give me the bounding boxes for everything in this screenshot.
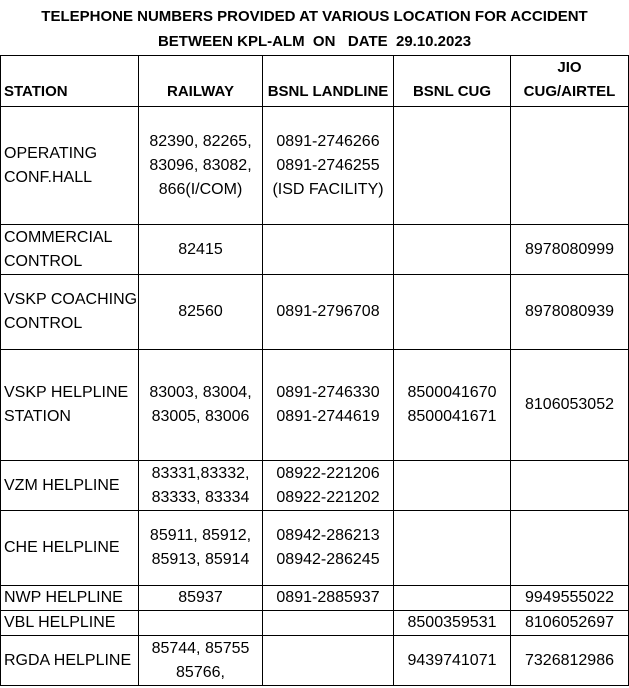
bsnl-landline-cell — [263, 511, 394, 586]
header-bsnl-cug: BSNL CUG — [394, 56, 511, 107]
station-cell — [1, 107, 139, 225]
bsnl-landline-cell-line: 08942-286245 — [276, 551, 380, 568]
railway-cell-line: 85911, 85912, — [149, 527, 252, 544]
header-jio-line-2: CUG/AIRTEL — [523, 83, 616, 100]
railway-cell-line: 82560 — [178, 303, 223, 320]
title-line-1: TELEPHONE NUMBERS PROVIDED AT VARIOUS LOCATION FOR ACCIDENT — [41, 8, 588, 25]
header-jio-line-1: JIO — [557, 59, 582, 76]
jio-airtel-cell — [511, 511, 629, 586]
bsnl-landline-cell — [263, 107, 394, 225]
station-cell-line: VSKP COACHING — [4, 291, 138, 308]
station-cell — [1, 350, 139, 461]
bsnl-landline-cell-line: 0891-2885937 — [276, 589, 380, 606]
jio-airtel-cell-line: 9949555022 — [525, 589, 614, 606]
bsnl-cug-cell-line: 8500041670 — [407, 384, 497, 401]
bsnl-landline-cell-line: 0891-2796708 — [276, 303, 380, 320]
bsnl-cug-cell — [394, 107, 511, 225]
bsnl-landline-cell — [263, 275, 394, 350]
jio-airtel-cell — [511, 350, 629, 461]
bsnl-landline-cell-line: 08922-221206 — [276, 464, 380, 482]
station-cell — [1, 461, 139, 511]
bsnl-cug-cell-line: 9439741071 — [407, 651, 497, 669]
bsnl-cug-cell — [394, 225, 511, 275]
station-cell — [1, 586, 139, 611]
railway-cell-line: 83331,83332, — [151, 464, 250, 482]
station-cell — [1, 636, 139, 686]
bsnl-landline-cell — [263, 225, 394, 275]
railway-cell — [139, 350, 263, 461]
railway-cell — [139, 511, 263, 586]
station-cell-line: RGDA HELPLINE — [4, 651, 132, 669]
railway-cell-line: 85937 — [178, 589, 223, 606]
jio-airtel-cell — [511, 461, 629, 511]
bsnl-cug-cell-line: 8500041671 — [407, 408, 497, 425]
railway-cell-line: 83333, 83334 — [151, 488, 250, 506]
station-cell-line: COMMERCIAL — [4, 228, 113, 246]
railway-cell-line: 82390, 82265, — [149, 132, 252, 150]
bsnl-landline-cell-line: 0891-2746330 — [276, 384, 380, 401]
jio-airtel-cell-line: 8978080939 — [525, 303, 614, 320]
railway-cell — [139, 107, 263, 225]
jio-airtel-cell-line: 7326812986 — [525, 651, 614, 669]
station-cell — [1, 225, 139, 275]
jio-airtel-cell — [511, 586, 629, 611]
bsnl-cug-cell — [394, 350, 511, 461]
railway-cell-line: 85744, 85755 — [151, 639, 250, 657]
telephone-numbers-table — [0, 55, 629, 686]
station-cell-line: CONTROL — [4, 315, 83, 332]
header-row — [1, 56, 629, 107]
station-cell-line: OPERATING — [4, 144, 98, 162]
jio-airtel-cell — [511, 107, 629, 225]
bsnl-landline-cell — [263, 350, 394, 461]
bsnl-landline-cell — [263, 611, 394, 636]
jio-airtel-cell — [511, 225, 629, 275]
header-railway: RAILWAY — [139, 56, 263, 107]
railway-cell — [139, 225, 263, 275]
railway-cell-line: 866(I/COM) — [158, 180, 243, 198]
bsnl-landline-cell — [263, 636, 394, 686]
station-cell — [1, 511, 139, 586]
bsnl-landline-cell-line: 08922-221202 — [276, 488, 380, 506]
railway-cell — [139, 586, 263, 611]
bsnl-landline-cell-line: 0891-2744619 — [276, 408, 380, 425]
jio-airtel-cell — [511, 275, 629, 350]
bsnl-cug-cell — [394, 636, 511, 686]
table-row — [1, 611, 629, 636]
bsnl-cug-cell — [394, 461, 511, 511]
jio-airtel-cell — [511, 636, 629, 686]
bsnl-cug-cell — [394, 586, 511, 611]
title-line-2: BETWEEN KPL-ALM ON DATE 29.10.2023 — [157, 33, 472, 50]
station-cell-line: CONTROL — [4, 252, 83, 270]
table-row — [1, 107, 629, 225]
jio-airtel-cell-line: 8106053052 — [525, 396, 614, 413]
jio-airtel-cell — [511, 611, 629, 636]
railway-cell-line: 85913, 85914 — [151, 551, 250, 568]
table-row — [1, 225, 629, 275]
bsnl-landline-cell-line: 0891-2746255 — [276, 156, 380, 174]
table-row — [1, 275, 629, 350]
table-row — [1, 350, 629, 461]
station-cell-line: VBL HELPLINE — [4, 614, 116, 631]
bsnl-landline-cell-line: 08942-286213 — [276, 527, 380, 544]
railway-cell — [139, 275, 263, 350]
document-title — [0, 0, 629, 52]
header-station: STATION — [1, 56, 139, 107]
bsnl-landline-cell-line: 0891-2746266 — [276, 132, 380, 150]
station-cell-line: VZM HELPLINE — [4, 476, 120, 494]
bsnl-cug-cell — [394, 611, 511, 636]
table-body — [1, 107, 629, 686]
station-cell-line: CHE HELPLINE — [4, 539, 120, 556]
jio-airtel-cell-line: 8978080999 — [525, 240, 614, 258]
station-cell — [1, 275, 139, 350]
bsnl-landline-cell — [263, 461, 394, 511]
bsnl-cug-cell-line: 8500359531 — [407, 614, 497, 631]
railway-cell — [139, 636, 263, 686]
station-cell-line: CONF.HALL — [4, 168, 93, 186]
railway-cell — [139, 461, 263, 511]
bsnl-cug-cell — [394, 275, 511, 350]
bsnl-landline-cell — [263, 586, 394, 611]
table-row — [1, 636, 629, 686]
railway-cell-line: 82415 — [178, 240, 223, 258]
station-cell-line: STATION — [4, 408, 71, 425]
railway-cell-line: 83096, 83082, — [149, 156, 252, 174]
station-cell-line: NWP HELPLINE — [4, 589, 123, 606]
station-cell-line: VSKP HELPLINE — [4, 384, 129, 401]
railway-cell — [139, 611, 263, 636]
station-cell — [1, 611, 139, 636]
table-row — [1, 461, 629, 511]
jio-airtel-cell-line: 8106052697 — [525, 614, 614, 631]
bsnl-landline-cell-line: (ISD FACILITY) — [272, 180, 384, 198]
railway-cell-line: 85766, — [176, 663, 225, 681]
railway-cell-line: 83003, 83004, — [149, 384, 252, 401]
table-row — [1, 586, 629, 611]
table-row — [1, 511, 629, 586]
header-bsnl-landline: BSNL LANDLINE — [263, 56, 394, 107]
railway-cell-line: 83005, 83006 — [151, 408, 250, 425]
bsnl-cug-cell — [394, 511, 511, 586]
header-jio-cug-airtel — [511, 56, 629, 107]
